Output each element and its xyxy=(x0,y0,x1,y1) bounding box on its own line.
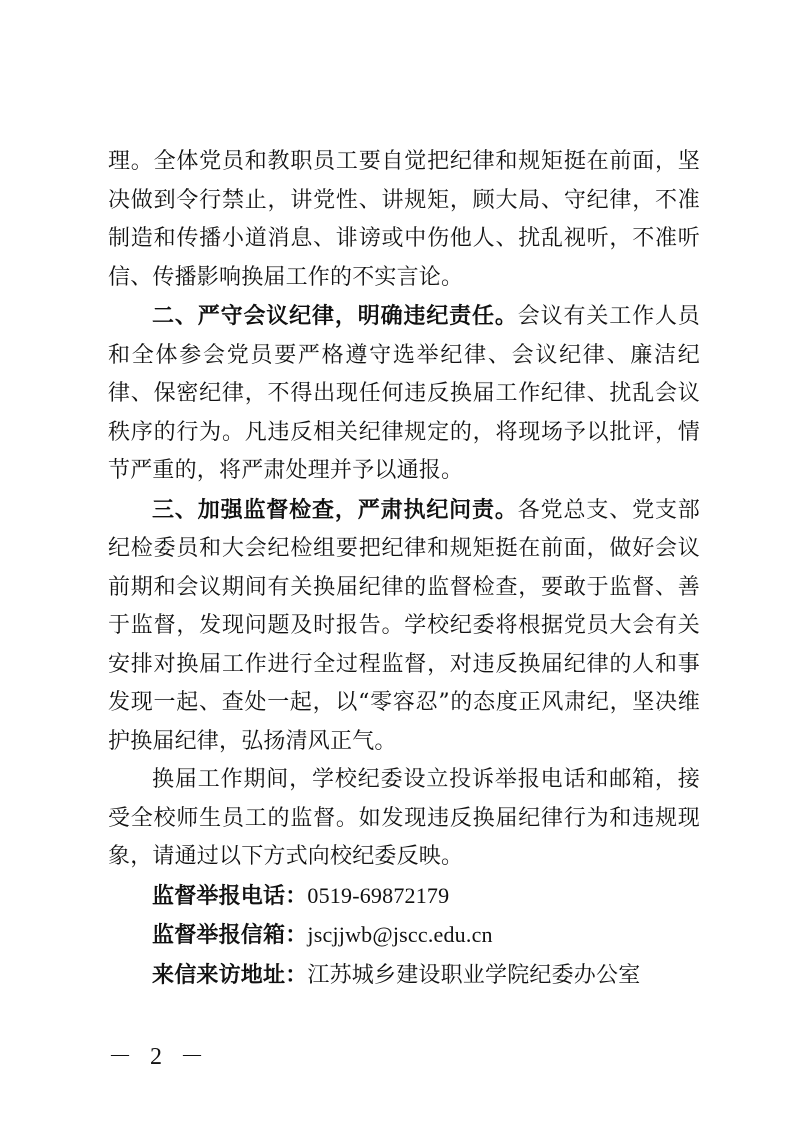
document-body xyxy=(108,143,700,995)
paragraph-section-three xyxy=(108,491,700,762)
paragraph-section-two xyxy=(108,297,700,491)
contact-value: 江苏城乡建设职业学院纪委办公室 xyxy=(307,962,641,988)
paragraph-text: 理。全体党员和教职员工要自觉把纪律和规矩挺在前面，坚决做到令行禁止，讲党性、讲规矩，顾大局、守纪律，不准制造和传播小道消息、诽谤或中伤他人、扰乱视听，不准听信、传播影响换届工作的不实言论。 xyxy=(108,149,700,290)
contact-phone xyxy=(108,877,700,917)
paragraph-continuation xyxy=(108,143,700,297)
contact-address xyxy=(108,956,700,996)
contact-label: 监督举报电话： xyxy=(152,882,308,909)
paragraph-reporting xyxy=(108,761,700,877)
section-heading: 三、加强监督检查，严肃执纪问责。 xyxy=(152,496,518,523)
page-number: － 2 － xyxy=(108,1044,210,1070)
contact-value: 0519-69872179 xyxy=(307,882,450,908)
paragraph-text: 会议有关工作人员和全体参会党员要严格遵守选举纪律、会议纪律、廉洁纪律、保密纪律，不得出现任何违反换届工作纪律、扰乱会议秩序的行为。凡违反相关纪律规定的，将现场予以批评，情节严重的，将严肃处理并予以通报。 xyxy=(108,304,701,483)
contact-label: 来信来访地址： xyxy=(152,961,308,988)
paragraph-text: 各党总支、党支部纪检委员和大会纪检组要把纪律和规矩挺在前面，做好会议前期和会议期间有关换届纪律的监督检查，要敢于监督、善于监督，发现问题及时报告。学校纪委将根据党员大会有关安排对换届工作进行全过程监督，对违反换届纪律的人和事发现一起、查处一起，以“零容忍”的态度正风肃纪，坚决维护换届纪律，弘扬清风正气。 xyxy=(108,497,701,754)
contact-label: 监督举报信箱： xyxy=(152,922,308,948)
contact-email xyxy=(108,916,700,956)
section-heading: 二、严守会议纪律，明确违纪责任。 xyxy=(152,303,518,329)
paragraph-text: 换届工作期间，学校纪委设立投诉举报电话和邮箱，接受全校师生员工的监督。如发现违反换届纪律行为和违规现象，请通过以下方式向校纪委反映。 xyxy=(108,767,700,869)
contact-value: jscjjwb@jscc.edu.cn xyxy=(307,922,493,947)
